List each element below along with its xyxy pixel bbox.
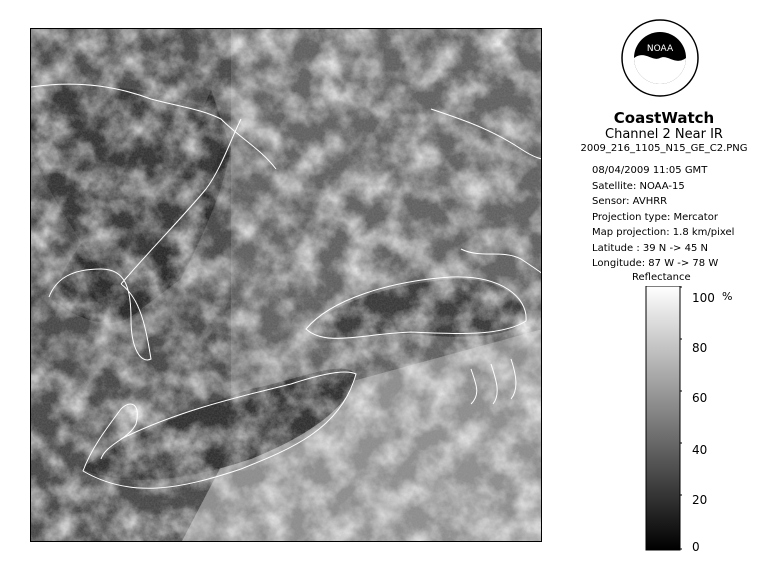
scale-tick-0: 0 bbox=[692, 540, 700, 554]
satellite-label: Satellite: NOAA-15 bbox=[592, 180, 685, 192]
info-panel bbox=[548, 110, 780, 156]
scale-tick-60: 60 bbox=[692, 391, 708, 405]
scale-bar-svg bbox=[644, 286, 682, 552]
noaa-logo-text: NOAA bbox=[646, 44, 674, 54]
noaa-logo bbox=[620, 18, 700, 98]
noaa-logo-svg bbox=[620, 18, 700, 98]
satellite-image-svg bbox=[31, 29, 542, 542]
scale-tick-40: 40 bbox=[692, 443, 708, 457]
projection-type-label: Projection type: Mercator bbox=[592, 211, 718, 223]
scale-gradient bbox=[646, 286, 680, 550]
scale-tick-100: 100 bbox=[692, 291, 715, 305]
metadata-list bbox=[592, 163, 734, 272]
scale-title: Reflectance bbox=[632, 272, 691, 283]
reflectance-scale bbox=[644, 286, 682, 552]
longitude-label: Longitude: 87 W -> 78 W bbox=[592, 258, 719, 269]
scale-tick-20: 20 bbox=[692, 493, 708, 507]
scale-tick-80: 80 bbox=[692, 341, 708, 355]
channel-label: Channel 2 Near IR bbox=[605, 127, 723, 142]
filename-label: 2009_216_1105_N15_GE_C2.PNG bbox=[580, 143, 748, 154]
latitude-label: Latitude : 39 N -> 45 N bbox=[592, 242, 708, 254]
scale-unit: % bbox=[722, 290, 733, 303]
satellite-image bbox=[30, 28, 542, 542]
map-projection-label: Map projection: 1.8 km/pixel bbox=[592, 227, 735, 238]
product-title: CoastWatch bbox=[613, 109, 715, 127]
sensor-label: Sensor: AVHRR bbox=[592, 196, 668, 207]
date-time: 08/04/2009 11:05 GMT bbox=[592, 165, 708, 176]
